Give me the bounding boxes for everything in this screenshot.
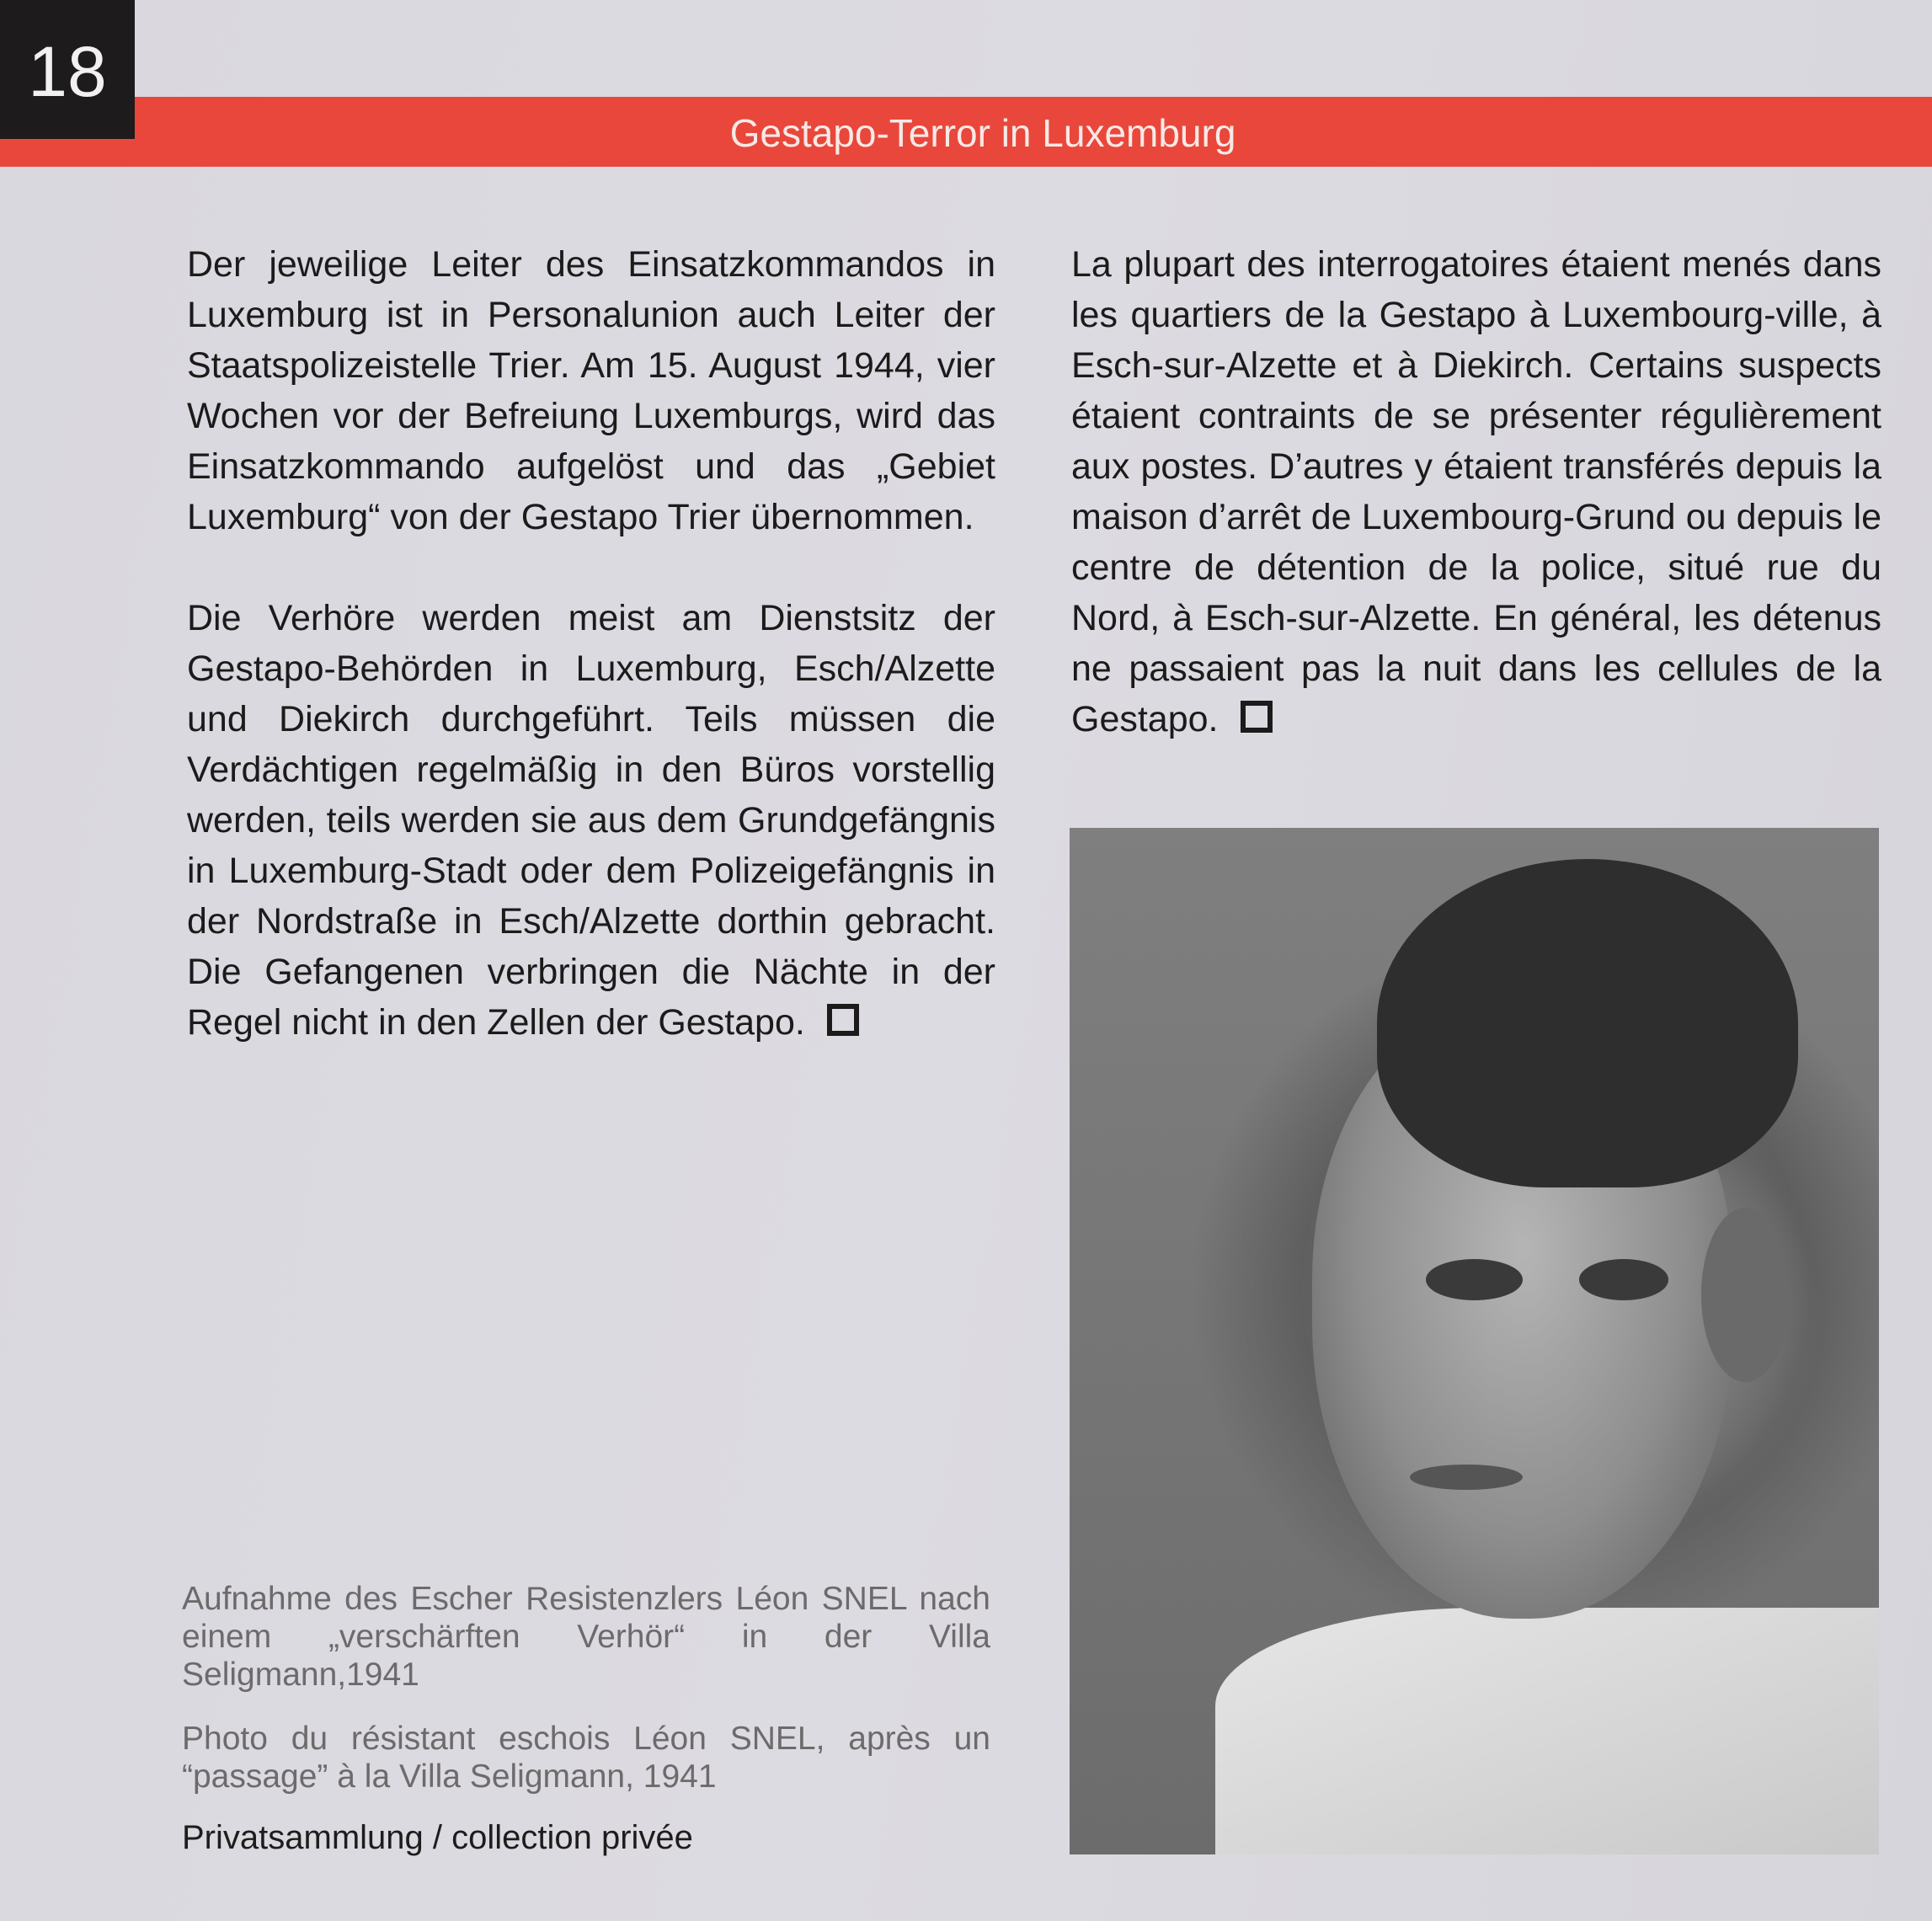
french-text-column — [1071, 239, 1881, 795]
photo-credit: Privatsammlung / collection privée — [182, 1819, 693, 1856]
photo-eye — [1579, 1259, 1668, 1300]
caption-french: Photo du résistant eschois Léon SNEL, après un “passage” à la Villa Seligmann, 1941 — [182, 1721, 990, 1795]
paragraph-text: La plupart des interrogatoires étaient menés dans les quartiers de la Gestapo à Luxembourg-ville, à Esch-sur-Alzette et à Diekirch. Certains suspects étaient contraints de se présenter régulièrement aux postes. D’autres y étaient transférés depuis la maison d’arrêt de Luxembourg-Grund ou depuis le centre de détention de la police, situé rue du Nord, à Esch-sur-Alzette. En général, les détenus ne passaient pas la nuit dans les cellules de la Gestapo. — [1071, 244, 1881, 739]
paragraph-text: Die Verhöre werden meist am Dienstsitz der Gestapo-Behörden in Luxemburg, Esch/Alzette und Diekirch durchgeführt. Teils müssen die Verdächtigen regelmäßig in den Büros vorstellig werden, teils werden sie aus dem Grundgefängnis in Luxemburg-Stadt oder dem Polizeigefängnis in der Nordstraße in Esch/Alzette dorthin gebracht. Die Gefangenen verbringen die Nächte in der Regel nicht in den Zellen der Gestapo. — [187, 598, 995, 1043]
page-title: Gestapo-Terror in Luxemburg — [729, 111, 1236, 155]
photo-ear — [1701, 1208, 1791, 1382]
photo-hair — [1377, 859, 1798, 1187]
end-of-article-square-icon — [827, 1004, 859, 1036]
header-bar — [0, 97, 1932, 167]
photo-mouth — [1410, 1465, 1524, 1490]
photo-eye — [1426, 1259, 1523, 1300]
portrait-photo — [1070, 828, 1879, 1854]
paragraph — [1071, 239, 1881, 744]
photo-shirt — [1215, 1608, 1879, 1854]
paragraph: Der jeweilige Leiter des Einsatzkommandos in Luxemburg ist in Personalunion auch Leiter der Staatspolizeistelle Trier. Am 15. August 1944, vier Wochen vor der Befreiung Luxemburgs, wird das Einsatzkommando aufgelöst und das „Gebiet Luxemburg“ von der Gestapo Trier übernommen. — [187, 244, 995, 537]
caption-german: Aufnahme des Escher Resistenzlers Léon SNEL nach einem „verschärften Verhör“ in der Villa Seligmann,1941 — [182, 1581, 990, 1693]
page-number: 18 — [0, 0, 135, 139]
paragraph — [187, 593, 995, 1048]
german-text-column — [187, 239, 995, 1098]
end-of-article-square-icon — [1241, 701, 1273, 733]
